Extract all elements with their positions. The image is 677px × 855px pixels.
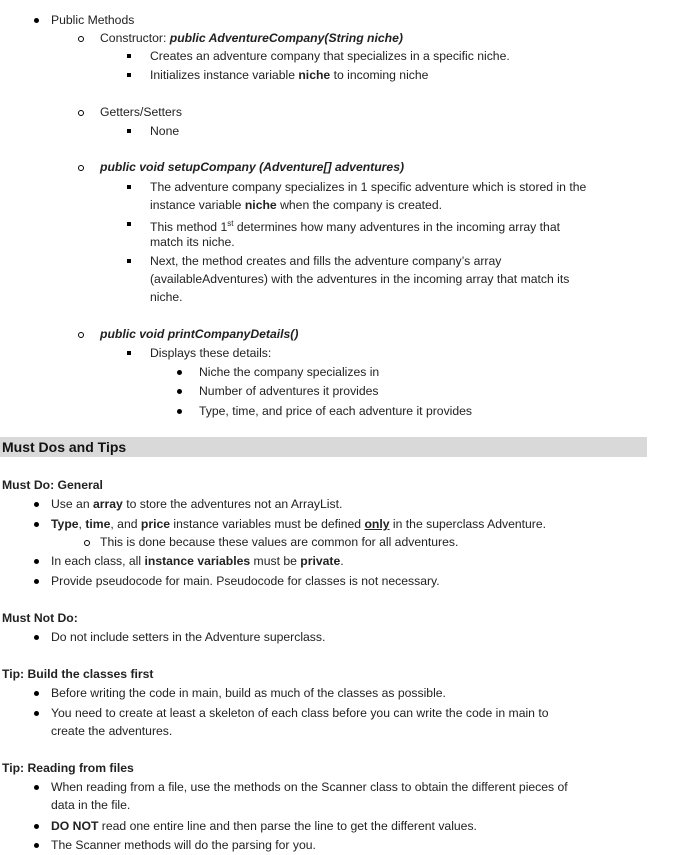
section-header: Must Dos and Tips (2, 439, 127, 455)
bullet-icon (34, 502, 39, 507)
constructor-signature: public AdventureCompany(String niche) (169, 31, 403, 45)
public-methods-label: Public Methods (51, 13, 135, 27)
bullet-icon (34, 522, 39, 527)
bullet-icon (34, 691, 39, 696)
circle-bullet-icon (78, 36, 84, 42)
square-bullet-icon (127, 54, 131, 58)
must-do-item-4: Provide pseudocode for main. Pseudocode for classes is not necessary. (51, 574, 440, 588)
must-do-item-2-sub: This is done because these values are common for all adventures. (100, 535, 459, 549)
tip-build-heading: Tip: Build the classes first (2, 667, 154, 681)
square-bullet-icon (127, 73, 131, 77)
setup-item-1-line-1: The adventure company specializes in 1 specific adventure which is stored in the (150, 180, 587, 194)
print-detail-item: Number of adventures it provides (199, 384, 379, 398)
bullet-icon (177, 389, 182, 394)
must-do-item-1: Use an array to store the adventures not an ArrayList. (51, 497, 343, 511)
must-not-do-item-1: Do not include setters in the Adventure superclass. (51, 630, 326, 644)
setup-item-3-line-2: (availableAdventures) with the adventures in the incoming array that match its (150, 272, 570, 286)
bullet-icon (34, 711, 39, 716)
setup-item-1-line-2: instance variable niche when the company is created. (150, 198, 443, 212)
tip-reading-item-3: The Scanner methods will do the parsing for you. (51, 838, 316, 852)
bullet-icon (34, 559, 39, 564)
getters-setters-label: Getters/Setters (100, 105, 182, 119)
square-bullet-icon (127, 129, 131, 133)
print-detail-item: Niche the company specializes in (199, 365, 380, 379)
must-do-general-heading: Must Do: General (2, 478, 103, 492)
square-bullet-icon (127, 351, 131, 355)
setup-item-2-line-1: This method 1st determines how many adventures in the incoming array that (150, 219, 560, 235)
print-details-signature: public void printCompanyDetails() (100, 327, 299, 341)
square-bullet-icon (127, 185, 131, 189)
must-not-do-heading: Must Not Do: (2, 611, 78, 625)
constructor-item-1: Creates an adventure company that specializes in a specific niche. (150, 49, 510, 63)
print-details-intro: Displays these details: (150, 346, 272, 360)
setup-item-3-line-1: Next, the method creates and fills the adventure company’s array (150, 254, 502, 268)
bullet-icon (34, 18, 39, 23)
bullet-icon (34, 579, 39, 584)
bullet-icon (34, 785, 39, 790)
bullet-icon (34, 843, 39, 848)
circle-bullet-icon (84, 540, 90, 546)
setup-item-3-line-3: niche. (150, 290, 183, 304)
tip-build-item-2-line-1: You need to create at least a skeleton of each class before you can write the code in main to (51, 706, 549, 720)
tip-build-item-2-line-2: create the adventures. (51, 724, 173, 738)
bullet-icon (34, 824, 39, 829)
must-do-item-3: In each class, all instance variables must be private. (51, 554, 344, 568)
bullet-icon (177, 370, 182, 375)
constructor-line (100, 30, 403, 46)
tip-reading-item-1-line-2: data in the file. (51, 798, 131, 812)
tip-reading-heading: Tip: Reading from files (2, 761, 134, 775)
tip-reading-item-2: DO NOT read one entire line and then parse the line to get the different values. (51, 819, 477, 833)
constructor-item-2: Initializes instance variable niche to incoming niche (150, 68, 429, 82)
tip-reading-item-1-line-1: When reading from a file, use the methods on the Scanner class to obtain the different pieces of (51, 780, 568, 794)
bullet-icon (34, 635, 39, 640)
circle-bullet-icon (78, 110, 84, 116)
constructor-prefix: Constructor: (100, 31, 170, 45)
circle-bullet-icon (78, 332, 84, 338)
square-bullet-icon (127, 222, 131, 226)
print-detail-item: Type, time, and price of each adventure it provides (199, 404, 473, 418)
setup-item-2-line-2: match its niche. (150, 235, 235, 249)
must-do-item-2: Type, time, and price instance variables must be defined only in the superclass Adventure. (51, 517, 547, 531)
circle-bullet-icon (78, 165, 84, 171)
setup-company-signature: public void setupCompany (Adventure[] adventures) (100, 160, 405, 174)
bullet-icon (177, 409, 182, 414)
tip-build-item-1: Before writing the code in main, build as much of the classes as possible. (51, 686, 446, 700)
getters-setters-item: None (150, 124, 180, 138)
square-bullet-icon (127, 259, 131, 263)
